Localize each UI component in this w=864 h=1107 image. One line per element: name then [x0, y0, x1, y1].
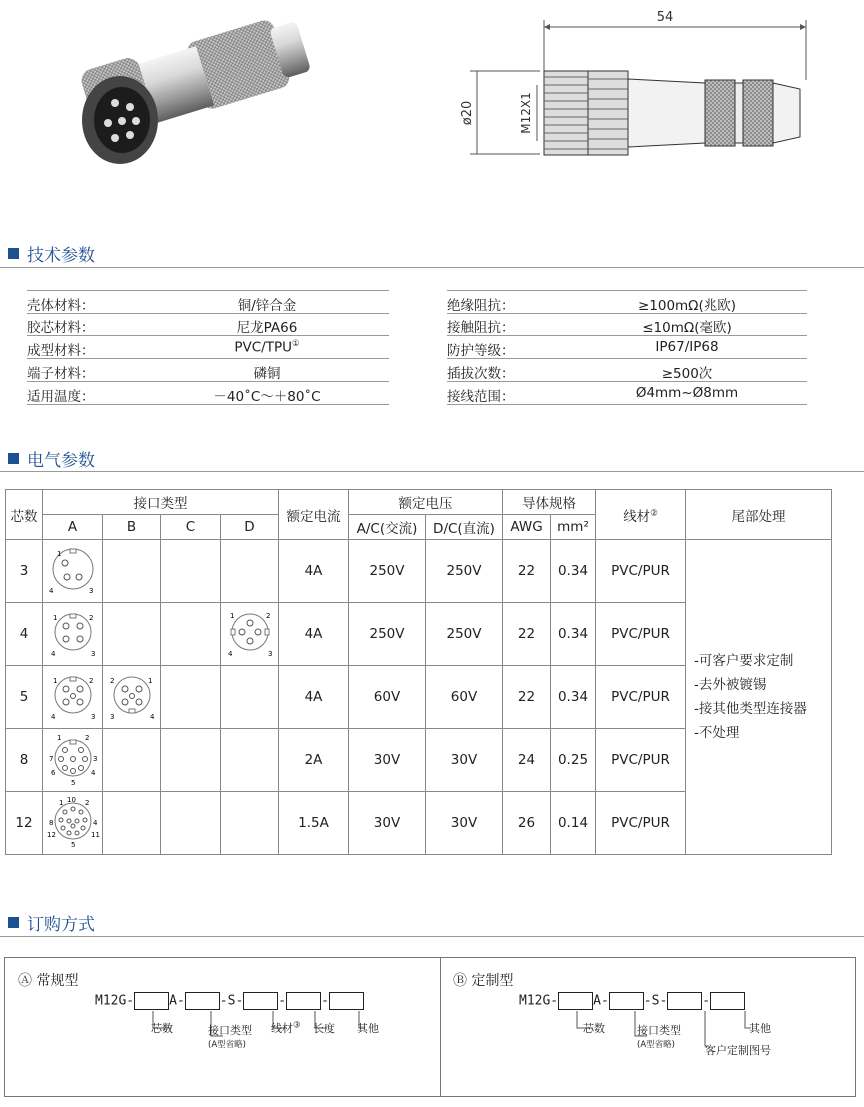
svg-text:2: 2	[109, 677, 114, 685]
section-marker-icon	[8, 453, 19, 464]
svg-text:4: 4	[50, 650, 55, 658]
svg-text:10: 10	[66, 796, 76, 804]
cell-empty	[161, 729, 221, 792]
cell-cores: 12	[6, 792, 43, 855]
cell-mm2: 0.34	[551, 603, 596, 666]
tech-row: 壳体材料： 铜/锌合金	[27, 290, 389, 314]
code-dash: -	[702, 993, 711, 1009]
thread-dim: M12X1	[519, 92, 533, 134]
tech-row: 胶芯材料： 尼龙PA66	[27, 313, 389, 336]
svg-text:3: 3	[88, 587, 93, 595]
pinout-3a-icon	[43, 540, 103, 603]
cell-current: 4A	[279, 603, 349, 666]
cell-awg: 22	[503, 666, 551, 729]
diameter-dim: ø20	[460, 100, 475, 126]
col-current: 额定电流	[279, 490, 349, 540]
tech-table-right	[447, 290, 807, 406]
cell-current: 1.5A	[279, 792, 349, 855]
cell-cores: 4	[6, 603, 43, 666]
svg-text:2: 2	[84, 799, 89, 807]
tech-row: 防护等级： IP67/IP68	[447, 336, 807, 359]
code-prefix: M12G-	[519, 993, 559, 1009]
col-iface: 接口类型	[43, 490, 279, 515]
svg-text:3: 3	[90, 713, 95, 721]
svg-text:4: 4	[149, 713, 154, 721]
col-a: A	[43, 515, 103, 540]
svg-text:3: 3	[267, 650, 272, 658]
label-other: 其他	[749, 1022, 771, 1035]
order-custom-title: Ⓑ 定制型	[453, 973, 514, 989]
cell-empty	[161, 792, 221, 855]
tail-item: -接其他类型连接器	[694, 701, 807, 717]
svg-text:4: 4	[50, 713, 55, 721]
section-title-elec: 电气参数	[8, 446, 95, 471]
cell-current: 2A	[279, 729, 349, 792]
code-a: A-	[169, 993, 185, 1009]
cell-mm2: 0.14	[551, 792, 596, 855]
label-iface: 接口类型	[637, 1024, 681, 1037]
cell-mm2: 0.34	[551, 666, 596, 729]
svg-text:4: 4	[90, 769, 95, 777]
cell-wire: PVC/PUR	[596, 603, 686, 666]
cell-dc: 30V	[426, 792, 503, 855]
svg-text:3: 3	[92, 755, 97, 763]
label-iface-note: (A型省略)	[208, 1040, 246, 1050]
label-iface-note: (A型省略)	[637, 1040, 675, 1050]
cell-empty	[221, 666, 279, 729]
code-prefix: M12G-	[95, 993, 135, 1009]
cell-ac: 250V	[349, 540, 426, 603]
cell-mm2: 0.34	[551, 540, 596, 603]
cell-wire: PVC/PUR	[596, 540, 686, 603]
table-row	[6, 540, 832, 603]
tech-row: 绝缘阻抗： ≥100mΩ(兆欧)	[447, 290, 807, 314]
col-voltage: 额定电压	[349, 490, 503, 515]
length-dim: 54	[656, 10, 674, 25]
order-standard-title: Ⓐ 常规型	[18, 973, 79, 989]
svg-text:4: 4	[48, 587, 53, 595]
cell-current: 4A	[279, 666, 349, 729]
svg-text:6: 6	[50, 769, 55, 777]
cell-cores: 3	[6, 540, 43, 603]
svg-text:7: 7	[48, 755, 53, 763]
svg-text:8: 8	[48, 819, 53, 827]
col-mm2: mm²	[551, 515, 596, 540]
order-custom-box	[440, 957, 856, 1097]
code-dash: -	[321, 993, 329, 1009]
label-cores: 芯数	[583, 1022, 605, 1035]
dimension-drawing	[455, 5, 855, 175]
label-other: 其他	[357, 1022, 379, 1035]
svg-text:4: 4	[227, 650, 232, 658]
tech-row: 接触阻抗： ≤10mΩ(毫欧)	[447, 313, 807, 336]
pinout-4a-icon	[43, 603, 103, 666]
section-title-tech: 技术参数	[8, 241, 95, 266]
cell-empty	[103, 603, 161, 666]
svg-text:5: 5	[70, 841, 75, 849]
col-dc: D/C(直流)	[426, 515, 503, 540]
svg-text:1: 1	[56, 550, 61, 558]
divider	[0, 936, 864, 937]
cell-dc: 30V	[426, 729, 503, 792]
cell-empty	[103, 540, 161, 603]
cell-empty	[221, 729, 279, 792]
cell-mm2: 0.25	[551, 729, 596, 792]
cell-current: 4A	[279, 540, 349, 603]
cell-wire: PVC/PUR	[596, 666, 686, 729]
col-b: B	[103, 515, 161, 540]
cell-ac: 30V	[349, 729, 426, 792]
col-c: C	[161, 515, 221, 540]
svg-text:1: 1	[52, 677, 57, 685]
col-d: D	[221, 515, 279, 540]
label-length: 长度	[313, 1022, 335, 1035]
tech-row: 接线范围： Ø4mm~Ø8mm	[447, 382, 807, 405]
label-drawing-no: 客户定制图号	[705, 1044, 771, 1057]
cell-empty	[161, 603, 221, 666]
cell-ac: 30V	[349, 792, 426, 855]
code-s: -S-	[643, 993, 668, 1009]
code-s: -S-	[219, 993, 244, 1009]
cell-dc: 250V	[426, 603, 503, 666]
svg-text:1: 1	[229, 612, 234, 620]
cell-empty	[221, 540, 279, 603]
pinout-4d-icon	[221, 603, 279, 666]
cell-dc: 60V	[426, 666, 503, 729]
cell-empty	[221, 792, 279, 855]
cell-awg: 26	[503, 792, 551, 855]
label-cores: 芯数	[151, 1022, 173, 1035]
order-standard-box	[4, 957, 441, 1097]
svg-text:2: 2	[84, 734, 89, 742]
cell-awg: 22	[503, 540, 551, 603]
cell-wire: PVC/PUR	[596, 792, 686, 855]
section-marker-icon	[8, 248, 19, 259]
svg-text:2: 2	[88, 614, 93, 622]
cell-dc: 250V	[426, 540, 503, 603]
tech-row: 适用温度： －40˚C～＋80˚C	[27, 382, 389, 405]
cell-empty	[103, 729, 161, 792]
cell-empty	[161, 540, 221, 603]
cell-wire: PVC/PUR	[596, 729, 686, 792]
tech-row: 成型材料： PVC/TPU①	[27, 336, 389, 359]
tech-table-left	[27, 290, 389, 406]
cell-awg: 22	[503, 603, 551, 666]
col-cores: 芯数	[6, 490, 43, 540]
cell-awg: 24	[503, 729, 551, 792]
col-tail: 尾部处理	[686, 490, 832, 540]
pinout-5a-icon	[43, 666, 103, 729]
cell-ac: 60V	[349, 666, 426, 729]
col-conductor: 导体规格	[503, 490, 596, 515]
pinout-5b-icon	[103, 666, 161, 729]
tail-item: -去外被镀锡	[694, 677, 767, 693]
svg-text:3: 3	[90, 650, 95, 658]
svg-text:3: 3	[109, 713, 114, 721]
svg-text:1: 1	[58, 799, 63, 807]
svg-text:2: 2	[88, 677, 93, 685]
svg-text:5: 5	[70, 779, 75, 787]
pinout-8a-icon	[43, 729, 103, 792]
col-ac: A/C(交流)	[349, 515, 426, 540]
divider	[0, 471, 864, 472]
svg-text:1: 1	[147, 677, 152, 685]
label-wire: 线材③	[271, 1020, 301, 1035]
cell-empty	[103, 792, 161, 855]
svg-text:11: 11	[90, 831, 100, 839]
svg-text:2: 2	[265, 612, 270, 620]
col-awg: AWG	[503, 515, 551, 540]
cell-empty	[161, 666, 221, 729]
tail-item: -不处理	[694, 725, 740, 741]
label-iface: 接口类型	[208, 1024, 252, 1037]
divider	[0, 267, 864, 268]
cell-cores: 5	[6, 666, 43, 729]
electrical-table	[5, 489, 832, 855]
svg-text:1: 1	[56, 734, 61, 742]
tech-row: 端子材料： 磷铜	[27, 359, 389, 382]
svg-text:12: 12	[46, 831, 56, 839]
pinout-12a-icon	[43, 792, 103, 855]
code-dash: -	[278, 993, 287, 1009]
connector-photo	[50, 15, 325, 180]
tail-options	[686, 540, 832, 855]
section-marker-icon	[8, 917, 19, 928]
tech-value: PVC/TPU①	[234, 339, 300, 356]
section-title-order: 订购方式	[8, 910, 95, 935]
svg-text:1: 1	[52, 614, 57, 622]
svg-text:4: 4	[92, 819, 97, 827]
cell-ac: 250V	[349, 603, 426, 666]
tech-row: 插拔次数： ≥500次	[447, 359, 807, 382]
cell-cores: 8	[6, 729, 43, 792]
tail-item: -可客户要求定制	[694, 653, 794, 669]
col-wire: 线材②	[596, 490, 686, 540]
code-a: A-	[593, 993, 609, 1009]
